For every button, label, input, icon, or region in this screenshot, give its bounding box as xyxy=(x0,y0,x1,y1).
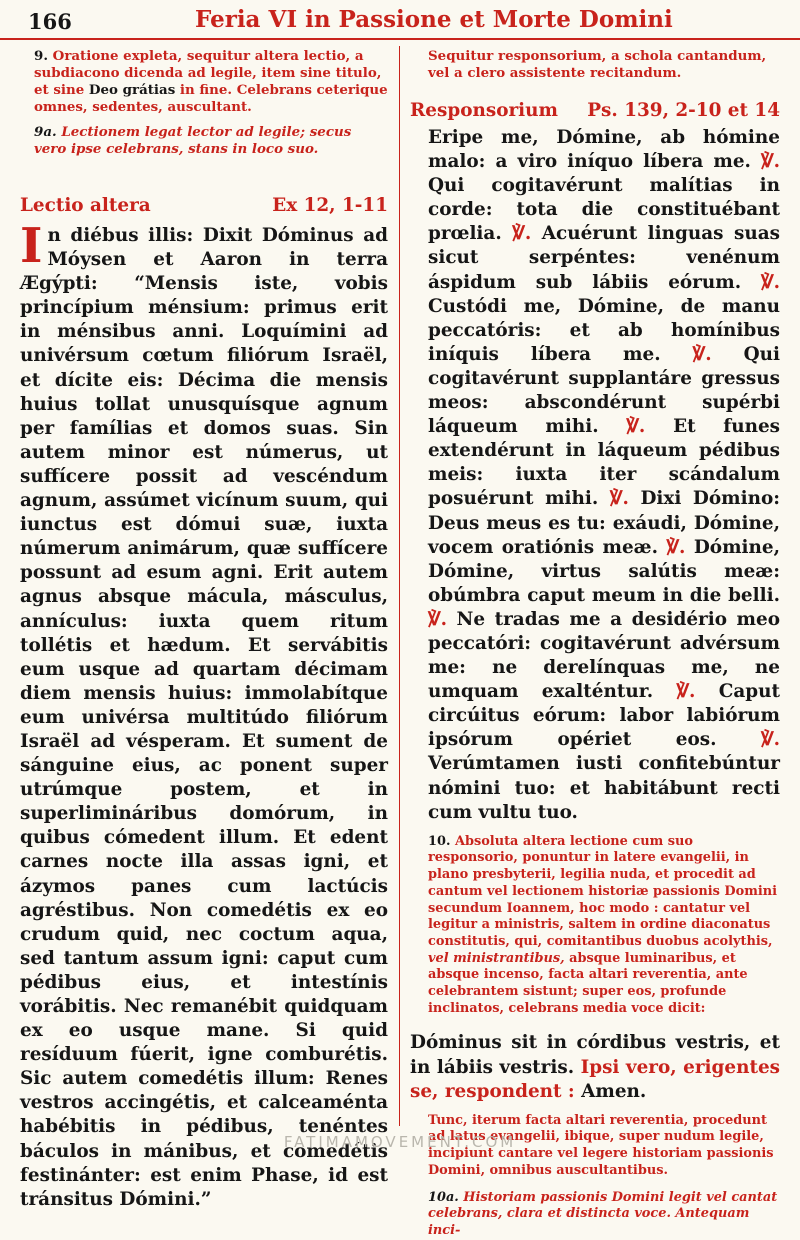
rubric-10a xyxy=(410,1190,780,1240)
blessing-text xyxy=(410,1031,780,1103)
responsorium-segment: Dixi Dómino: Deus meus es tu: exáudi, Dómine, vocem oratiónis meæ. xyxy=(428,488,781,558)
responsorium-segment: Acuérunt linguas suas sicut serpéntes: venénum áspidum sub lábiis eórum. xyxy=(428,223,781,293)
responsorium-segment: Verúmtamen iusti confitebúntur nómini tuo: et habitábunt recti cum vultu tuo. xyxy=(428,753,780,823)
lectio-heading xyxy=(20,194,388,218)
rubric-number: 9. xyxy=(34,48,48,64)
responsorium-segment: Ne tradas me a desidério meo peccatóri: cogitavérunt advérsum me: ne derelínquas me, ne umquam exalténtur. xyxy=(428,608,780,703)
responsorium-heading xyxy=(410,99,780,123)
rubric-9 xyxy=(20,48,388,116)
rubric-number: 10. xyxy=(428,833,451,849)
versicle-icon: ℣. xyxy=(761,729,781,751)
versicle-icon: ℣. xyxy=(666,536,686,558)
blessing-response: Amen. xyxy=(581,1080,647,1102)
watermark: FATIMAMOVEMENT.COM xyxy=(283,1133,517,1151)
rubric-text: Oratione expleta, sequitur altera lectio, a subdiacono dicenda ad legile, item sine titulo, et sine xyxy=(34,48,382,98)
responsorium-title: Responsorium xyxy=(410,100,558,121)
left-column xyxy=(20,48,388,1210)
drop-cap: I xyxy=(20,218,43,274)
column-divider xyxy=(399,46,400,1126)
rubric-text: Historiam passionis Domini legit vel cantat celebrans, clara et distincta voce. Antequam inci- xyxy=(428,1189,778,1238)
running-title: Feria VI in Passione et Morte Domini xyxy=(195,6,673,33)
rubric-number: 9a. xyxy=(34,124,57,140)
lectio-reference: Ex 12, 1-11 xyxy=(272,195,388,216)
responsorium-reference: Ps. 139, 2-10 et 14 xyxy=(587,100,780,121)
blessing-rubric: Ipsi vero, erigentes se, respondent : xyxy=(410,1056,780,1102)
rubric-text-end: in fine. Celebrans ceterique omnes, sedentes, auscultant. xyxy=(34,82,388,115)
versicle-icon: ℣. xyxy=(428,608,447,630)
lectio-text xyxy=(20,218,388,1212)
versicle-icon: ℣. xyxy=(676,681,696,703)
responsorium-segment: Qui cogitavérunt supplantáre gressus meos: abscondérunt supérbi láqueum mihi. xyxy=(428,343,781,438)
responsorium-segment: Et funes extendérunt in láqueum pédibus meis: iuxta iter scándalum posuérunt mihi. xyxy=(428,416,781,510)
responsorium-intro-rubric: Sequitur responsorium, a schola cantandum, vel a clero assistente recitandum. xyxy=(428,48,767,81)
responsorium-segment: Qui cogitavérunt malítias in corde: tota die constituébant prœlia. xyxy=(428,175,780,245)
versicle-icon: ℣. xyxy=(761,271,781,293)
responsorium-segment: Caput circúitus eórum: labor labiórum ipsórum opériet eos. xyxy=(428,681,780,751)
page-header xyxy=(0,0,800,40)
right-column xyxy=(410,48,781,1238)
responsorium-segment: Custódi me, Dómine, de manu peccatóris: et ab homínibus iníquis líbera me. xyxy=(428,295,780,365)
rubric-text: Absoluta altera lectione cum suo responsorio, ponuntur in latere evangelii, in plano presbyterii, legilia nuda, et procedit ad cantum vel lectionem historiæ passionis Domini secundum Ioannem, hoc modo : cantatur vel legitur a ministris, saltem in ordine diaconatus constitutis, qui, comitantibus duobus acolythis, xyxy=(428,833,777,949)
rubric-tunc: Tunc, iterum facta altari reverentia, procedunt ad latus evangelii, ibique, super nudum legile, incipiunt cantare vel legere historiam passionis Domini, omnibus auscultantibus. xyxy=(428,1112,774,1178)
versicle-icon: ℣. xyxy=(626,416,646,438)
rubric-10 xyxy=(410,834,780,1018)
versicle-icon: ℣. xyxy=(609,488,629,510)
responsorium-segment: Eripe me, Dómine, ab hómine malo: a viro iníquo líbera me. xyxy=(428,127,780,173)
versicle-icon: ℣. xyxy=(512,223,532,245)
responsorium-text xyxy=(410,126,780,825)
rubric-number: 10a. xyxy=(428,1189,459,1205)
rubric-text-end: absque luminaribus, et absque incenso, facta altari reverentia, ante celebrantem sistunt; super eos, profunde inclinatos, celebrans media voce dicit: xyxy=(428,950,748,1016)
deo-gratias: Deo grátias xyxy=(88,82,176,98)
versicle-icon: ℣. xyxy=(761,151,781,173)
rubric-text: Lectionem legat lector ad legile; secus vero ipse celebrans, stans in loco suo. xyxy=(34,124,352,157)
rubric-italic: vel ministrantibus, xyxy=(428,950,565,966)
responsorium-segment: Dómine, Dómine, virtus salútis meæ: obúmbra caput meum in die belli. xyxy=(428,536,780,606)
rubric-9a xyxy=(20,124,388,158)
lectio-title: Lectio altera xyxy=(20,195,151,216)
blessing-words: Dóminus sit in córdibus vestris, et in lábiis vestris. xyxy=(410,1032,780,1078)
page-number: 166 xyxy=(28,9,72,34)
lectio-body: n diébus illis: Dixit Dóminus ad Móysen et Aaron in terra Ægýpti: “Mensis iste, vobis princípium ménsium: primus erit in ménsibus anni. Loquímini ad univérsum cœtum filiórum Israël, et dícite eis: Décima die mensis huius tollat unusquísque agnum per famílias et domos suas. Sin autem minor est númerus, ut suffícere possit ad vescéndum agnum, assúmet vicínum suum, qui iunctus est dómui suæ, iuxta númerum animárum, quæ suffícere possunt ad esum agni. Erit autem agnus absque mácula, másculus, annículus: iuxta quem ritum tollétis et hædum. Et servábitis eum usque ad quartam décimam diem mensis huius: immolabítque eum univérsa multitúdo filiórum Israël ad vésperam. Et sument de sánguine eius, ac ponent super utrúmque postem, et in superlimináribus domórum, in quibus cómedent illum. Et edent carnes nocte illa assas igni, et ázymos panes cum lactúcis agréstibus. Non comedétis ex eo crudum quid, nec coctum aqua, sed tantum assum igni: caput cum pédibus eius, et intestínis vorábitis. Nec remanébit quidquam ex eo usque mane. Si quid resíduum fúerit, igne comburétis. Sic autem comedétis illum: Renes vestros accingétis, et calceaménta habébitis in pédibus, tenéntes báculos in mánibus, et comedétis festinánter: est enim Phase, id est tránsitus Dómini.” xyxy=(20,225,388,1210)
versicle-icon: ℣. xyxy=(692,343,712,365)
